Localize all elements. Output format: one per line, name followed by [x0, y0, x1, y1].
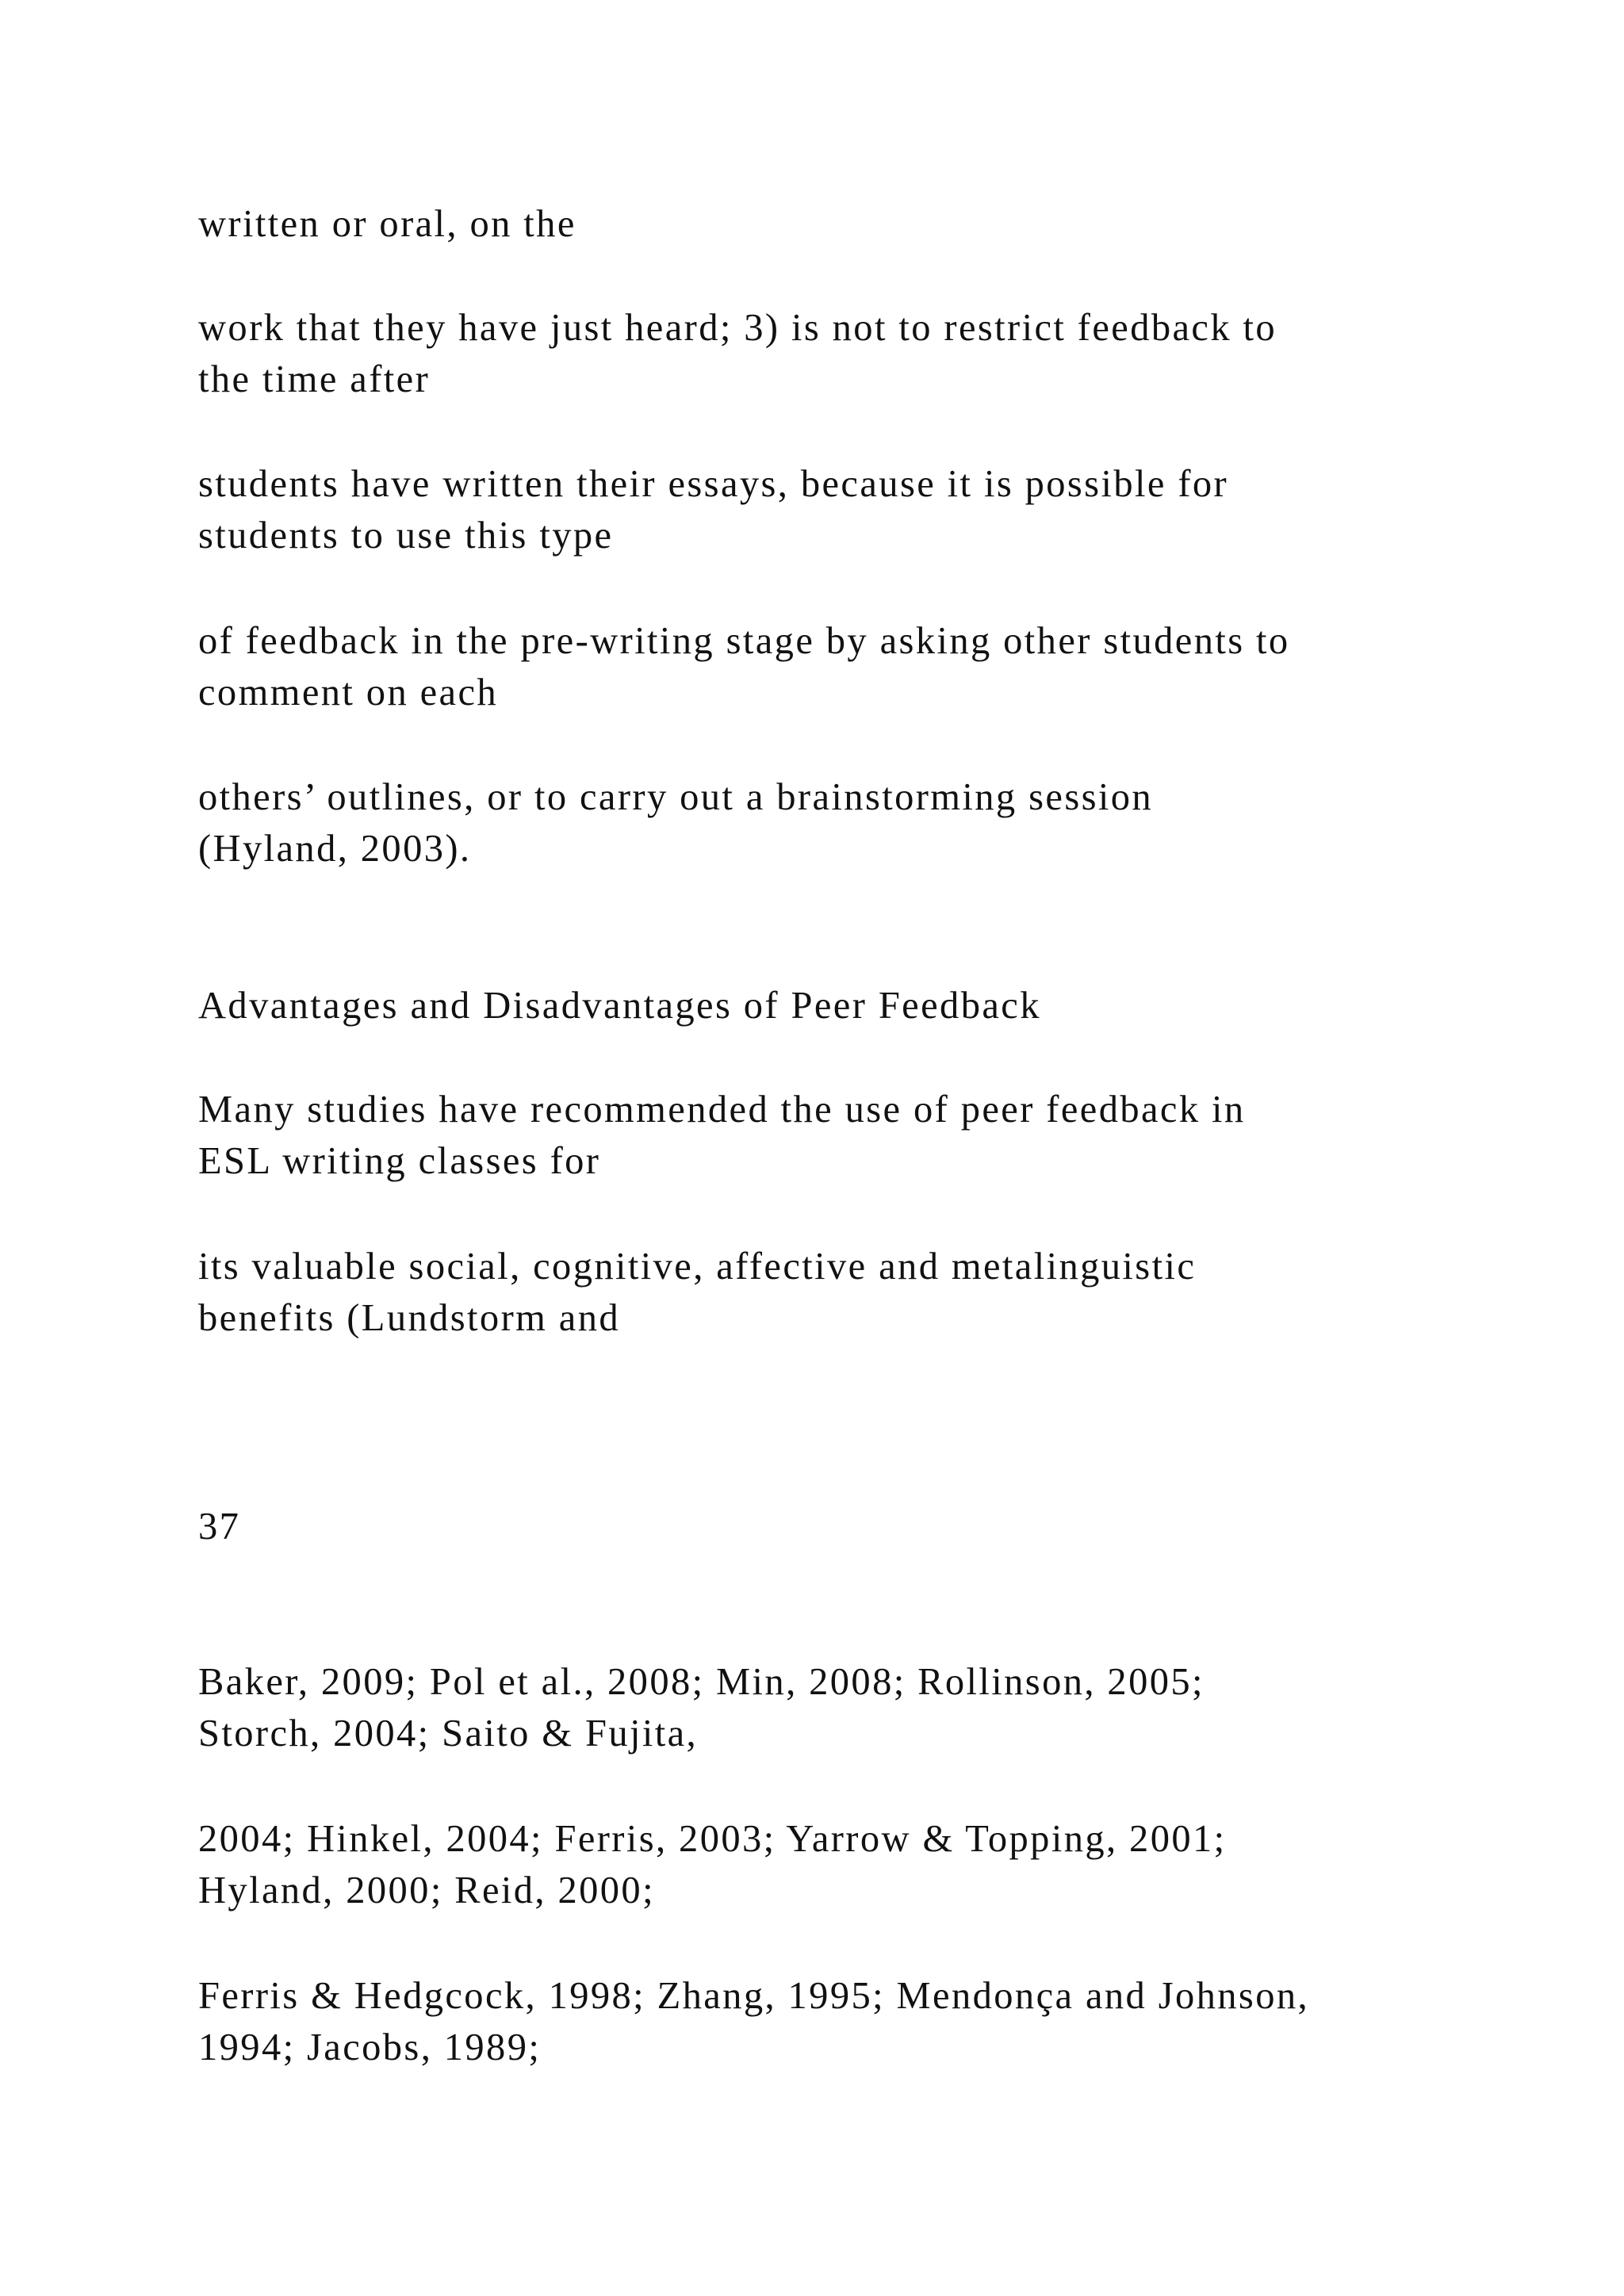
- paragraph-2: [198, 302, 1499, 405]
- section-heading: [198, 980, 1499, 1031]
- text-line: ESL writing classes for: [198, 1140, 601, 1182]
- text-line: Ferris & Hedgcock, 1998; Zhang, 1995; Mendonça and Johnson,: [198, 1975, 1310, 2017]
- text-line: of feedback in the pre-writing stage by asking other students to: [198, 620, 1290, 662]
- text-line: Storch, 2004; Saito & Fujita,: [198, 1712, 699, 1755]
- text-line: its valuable social, cognitive, affective and metalinguistic: [198, 1246, 1197, 1288]
- text-line: others’ outlines, or to carry out a brainstorming session: [198, 776, 1154, 818]
- paragraph-10: [198, 1970, 1499, 2073]
- paragraph-5: [198, 771, 1499, 874]
- paragraph-9: [198, 1813, 1499, 1916]
- text-line: (Hyland, 2003).: [198, 828, 472, 870]
- paragraph-7: [198, 1241, 1499, 1344]
- paragraph-3: [198, 458, 1499, 561]
- paragraph-6: [198, 1084, 1499, 1187]
- text-line: students have written their essays, because it is possible for: [198, 463, 1229, 505]
- text-line: the time after: [198, 358, 431, 400]
- text-line: work that they have just heard; 3) is not to restrict feedback to: [198, 307, 1277, 349]
- heading-text: Advantages and Disadvantages of Peer Feedback: [198, 985, 1041, 1027]
- paragraph-1: [198, 198, 1499, 250]
- page-number: [198, 1501, 1499, 1552]
- text-line: 1994; Jacobs, 1989;: [198, 2026, 542, 2068]
- text-line: comment on each: [198, 672, 499, 714]
- text-line: benefits (Lundstorm and: [198, 1297, 621, 1339]
- page-number-text: 37: [198, 1506, 241, 1548]
- paragraph-8: [198, 1656, 1499, 1759]
- text-line: Hyland, 2000; Reid, 2000;: [198, 1869, 655, 1911]
- text-line: Baker, 2009; Pol et al., 2008; Min, 2008; Rollinson, 2005;: [198, 1661, 1205, 1703]
- text-line: written or oral, on the: [198, 203, 576, 245]
- text-line: Many studies have recommended the use of peer feedback in: [198, 1089, 1246, 1131]
- text-line: 2004; Hinkel, 2004; Ferris, 2003; Yarrow & Topping, 2001;: [198, 1818, 1227, 1860]
- text-line: students to use this type: [198, 515, 614, 557]
- paragraph-4: [198, 615, 1499, 718]
